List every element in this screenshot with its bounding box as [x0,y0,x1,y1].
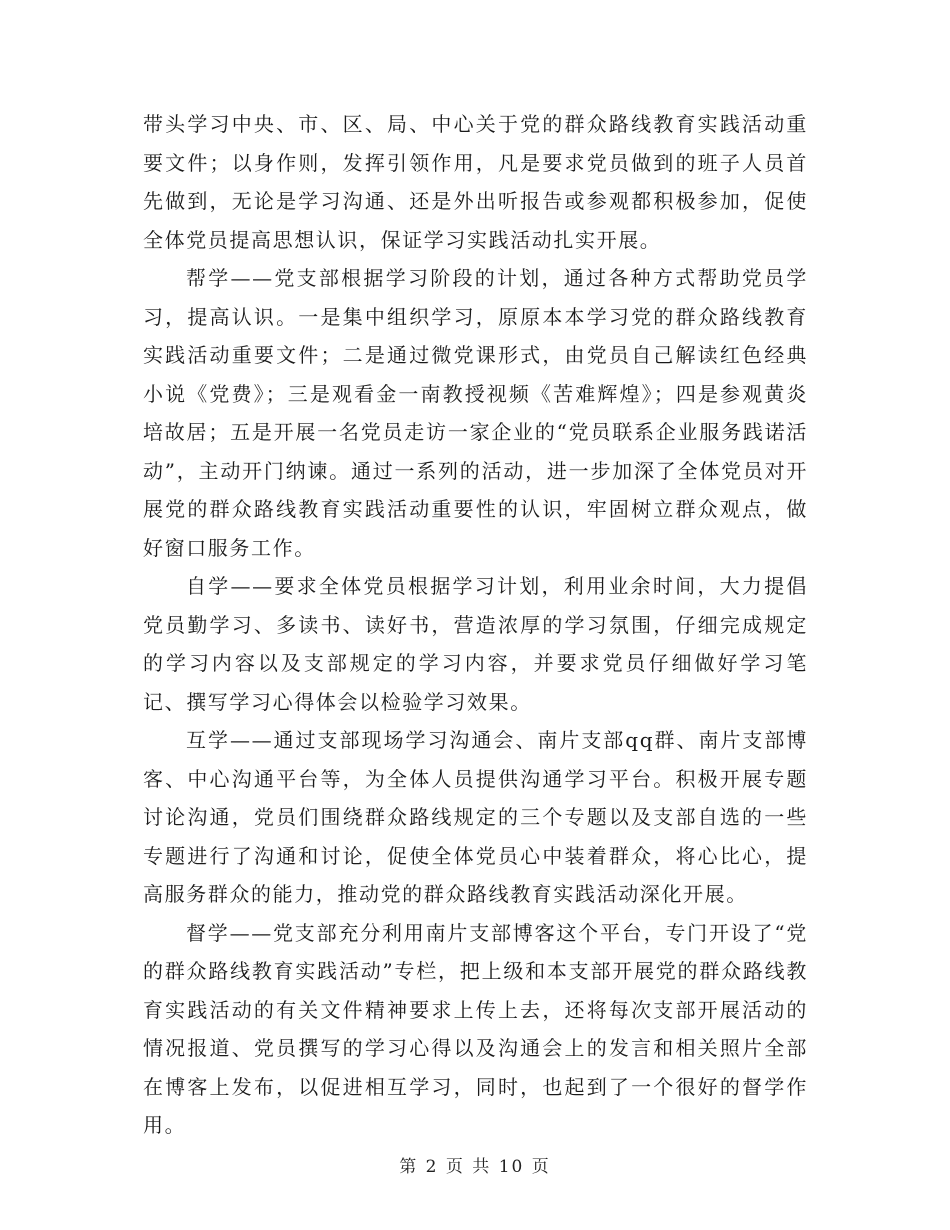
paragraph-continuation: 带头学习中央、市、区、局、中心关于党的群众路线教育实践活动重要文件；以身作则，发挥引领作用，凡是要求党员做到的班子人员首先做到，无论是学习沟通、还是外出听报告或参观都积极参加，促使全体党员提高思想认识，保证学习实践活动扎实开展。 [143,112,808,252]
paragraph-bangxue: 帮学——党支部根据学习阶段的计划，通过各种方式帮助党员学习，提高认识。一是集中组织学习，原原本本学习党的群众路线教育实践活动重要文件；二是通过微党课形式，由党员自己解读红色经典小说《党费》；三是观看金一南教授视频《苦难辉煌》；四是参观黄炎培故居；五是开展一名党员走访一家企业的“党员联系企业服务践诺活动”，主动开门纳谏。通过一系列的活动，进一步加深了全体党员对开展党的群众路线教育实践活动重要性的认识，牢固树立群众观点，做好窗口服务工作。 [143,266,808,560]
paragraph-huxue: 互学——通过支部现场学习沟通会、南片支部qq群、南片支部博客、中心沟通平台等，为全体人员提供沟通学习平台。积极开展专题讨论沟通，党员们围绕群众路线规定的三个专题以及支部自选的一些专题进行了沟通和讨论，促使全体党员心中装着群众，将心比心，提高服务群众的能力，推动党的群众路线教育实践活动深化开展。 [143,728,808,906]
paragraph-duxue: 督学——党支部充分利用南片支部博客这个平台，专门开设了“党的群众路线教育实践活动”专栏，把上级和本支部开展党的群众路线教育实践活动的有关文件精神要求上传上去，还将每次支部开展活动的情况报道、党员撰写的学习心得以及沟通会上的发言和相关照片全部在博客上发布，以促进相互学习，同时，也起到了一个很好的督学作用。 [143,920,808,1137]
page-number-footer: 第 2 页 共 10 页 [399,1157,551,1177]
paragraph-zixue: 自学——要求全体党员根据学习计划，利用业余时间，大力提倡党员勤学习、多读书、读好书，营造浓厚的学习氛围，仔细完成规定的学习内容以及支部规定的学习内容，并要求党员仔细做好学习笔记、撰写学习心得体会以检验学习效果。 [143,574,808,714]
body-text [143,105,808,1145]
